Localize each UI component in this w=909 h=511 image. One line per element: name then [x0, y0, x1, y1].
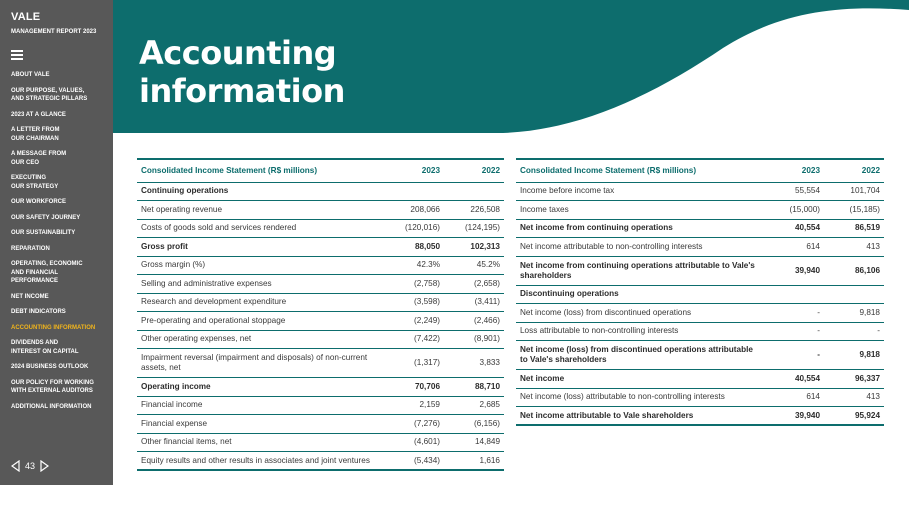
value-2023: - — [764, 304, 824, 323]
value-2023 — [764, 285, 824, 304]
row-label: Net income attributable to Vale shareholders — [516, 407, 764, 426]
table-row — [137, 256, 504, 275]
income-statement-table-left — [137, 158, 504, 471]
row-label: Net operating revenue — [137, 201, 384, 220]
value-2023: 614 — [764, 388, 824, 407]
row-label: Operating income — [137, 378, 384, 397]
row-label: Discontinuing operations — [516, 285, 764, 304]
page-title: Accounting information — [139, 34, 345, 110]
row-label: Other financial items, net — [137, 433, 384, 452]
sidebar-item-2023-at-a-glance[interactable]: 2023 AT A GLANCE — [11, 111, 66, 118]
row-label: Research and development expenditure — [137, 293, 384, 312]
value-2023: 40,554 — [764, 370, 824, 389]
table-row — [137, 238, 504, 257]
value-2023: (2,249) — [384, 312, 444, 331]
value-2022 — [824, 285, 884, 304]
sidebar-item-additional-information[interactable]: ADDITIONAL INFORMATION — [11, 403, 92, 410]
column-header-2023: 2023 — [764, 159, 824, 182]
row-label: Selling and administrative expenses — [137, 275, 384, 294]
table-row — [516, 256, 884, 285]
table-header-row — [516, 159, 884, 182]
value-2022: 9,818 — [824, 341, 884, 370]
table-row — [137, 330, 504, 349]
column-header-2022: 2022 — [444, 159, 504, 182]
value-2022: 9,818 — [824, 304, 884, 323]
sidebar-item-debt-indicators[interactable]: DEBT INDICATORS — [11, 309, 66, 315]
value-2022: 226,508 — [444, 201, 504, 220]
table-row — [516, 304, 884, 323]
column-header-label: Consolidated Income Statement (R$ millions) — [137, 159, 384, 182]
table-row — [137, 396, 504, 415]
value-2022 — [444, 182, 504, 201]
report-title: MANAGEMENT REPORT 2023 — [11, 29, 97, 35]
sidebar-item-dividends[interactable]: DIVIDENDS AND INTEREST ON CAPITAL — [11, 340, 79, 355]
sidebar-item-about-vale[interactable]: ABOUT VALE — [11, 72, 50, 78]
row-label: Net income (loss) from discontinued operations attributable to Vale's shareholders — [516, 341, 764, 370]
row-label: Net income (loss) from discontinued operations — [516, 304, 764, 323]
table-row — [516, 370, 884, 389]
row-label: Income before income tax — [516, 182, 764, 201]
value-2022: 96,337 — [824, 370, 884, 389]
sidebar-item-accounting-information[interactable]: ACCOUNTING INFORMATION — [11, 324, 96, 331]
value-2022: (15,185) — [824, 201, 884, 220]
value-2022: (2,466) — [444, 312, 504, 331]
sidebar-item-letter-chairman[interactable]: A LETTER FROM OUR CHAIRMAN — [11, 127, 60, 142]
sidebar-item-sustainability[interactable]: OUR SUSTAINABILITY — [11, 230, 76, 236]
value-2022: 102,313 — [444, 238, 504, 257]
table-row — [137, 182, 504, 201]
value-2023: - — [764, 322, 824, 341]
column-header-2023: 2023 — [384, 159, 444, 182]
page-number: 43 — [25, 461, 36, 471]
table-row — [137, 201, 504, 220]
value-2022: 2,685 — [444, 396, 504, 415]
row-label: Loss attributable to non-controlling interests — [516, 322, 764, 341]
row-label: Financial expense — [137, 415, 384, 434]
value-2023: (7,276) — [384, 415, 444, 434]
value-2023: 39,940 — [764, 256, 824, 285]
value-2022: (8,901) — [444, 330, 504, 349]
table-row — [516, 341, 884, 370]
sidebar-item-business-outlook[interactable]: 2024 BUSINESS OUTLOOK — [11, 364, 89, 370]
value-2022: 101,704 — [824, 182, 884, 201]
value-2022: 86,519 — [824, 219, 884, 238]
pager — [11, 460, 49, 472]
sidebar-item-message-ceo[interactable]: A MESSAGE FROM OUR CEO — [11, 151, 67, 166]
value-2023: 88,050 — [384, 238, 444, 257]
value-2023: 2,159 — [384, 396, 444, 415]
income-statement-table-right — [516, 158, 884, 426]
value-2023: 208,066 — [384, 201, 444, 220]
value-2022: 3,833 — [444, 349, 504, 378]
value-2023: 70,706 — [384, 378, 444, 397]
row-label: Financial income — [137, 396, 384, 415]
table-row — [137, 433, 504, 452]
value-2023: 40,554 — [764, 219, 824, 238]
value-2023: 39,940 — [764, 407, 824, 426]
hamburger-menu-icon[interactable] — [11, 50, 23, 61]
table-row — [516, 238, 884, 257]
table-row — [516, 322, 884, 341]
sidebar-item-auditors-policy[interactable]: OUR POLICY FOR WORKING WITH EXTERNAL AUDITORS — [11, 379, 94, 394]
column-header-2022: 2022 — [824, 159, 884, 182]
row-label: Other operating expenses, net — [137, 330, 384, 349]
table-row — [137, 293, 504, 312]
value-2023: 42.3% — [384, 256, 444, 275]
row-label: Pre-operating and operational stoppage — [137, 312, 384, 331]
value-2023 — [384, 182, 444, 201]
brand-logo[interactable]: VALE — [11, 11, 41, 23]
table-row — [516, 407, 884, 426]
value-2023: (1,317) — [384, 349, 444, 378]
value-2022: (2,658) — [444, 275, 504, 294]
value-2023: (5,434) — [384, 452, 444, 471]
row-label: Equity results and other results in associates and joint ventures — [137, 452, 384, 471]
table-row — [137, 452, 504, 471]
value-2023: - — [764, 341, 824, 370]
value-2022: - — [824, 322, 884, 341]
value-2022: 1,616 — [444, 452, 504, 471]
value-2022: 88,710 — [444, 378, 504, 397]
sidebar-item-operating-performance[interactable]: OPERATING, ECONOMIC AND FINANCIAL PERFORMANCE — [11, 261, 83, 284]
column-header-label: Consolidated Income Statement (R$ millions) — [516, 159, 764, 182]
row-label: Impairment reversal (impairment and disposals) of non-current assets, net — [137, 349, 384, 378]
sidebar-item-executing-strategy[interactable]: EXECUTING OUR STRATEGY — [11, 175, 59, 190]
sidebar-item-purpose-values[interactable]: OUR PURPOSE, VALUES, AND STRATEGIC PILLARS — [11, 87, 88, 102]
sidebar-item-safety-journey[interactable]: OUR SAFETY JOURNEY — [11, 214, 81, 221]
row-label: Continuing operations — [137, 182, 384, 201]
table-row — [137, 415, 504, 434]
table-row — [137, 312, 504, 331]
table-row — [516, 219, 884, 238]
value-2022: 14,849 — [444, 433, 504, 452]
sidebar-item-reparation[interactable]: REPARATION — [11, 245, 50, 252]
table-row — [137, 275, 504, 294]
value-2022: (6,156) — [444, 415, 504, 434]
table-row — [137, 349, 504, 378]
row-label: Income taxes — [516, 201, 764, 220]
table-row — [516, 285, 884, 304]
value-2022: 413 — [824, 238, 884, 257]
value-2022: 45.2% — [444, 256, 504, 275]
table-row — [516, 388, 884, 407]
row-label: Gross profit — [137, 238, 384, 257]
value-2023: (15,000) — [764, 201, 824, 220]
table-row — [137, 378, 504, 397]
row-label: Costs of goods sold and services rendered — [137, 219, 384, 238]
value-2022: (124,195) — [444, 219, 504, 238]
value-2022: 86,106 — [824, 256, 884, 285]
row-label: Net income (loss) attributable to non-controlling interests — [516, 388, 764, 407]
sidebar-item-our-workforce[interactable]: OUR WORKFORCE — [11, 199, 66, 205]
row-label: Net income — [516, 370, 764, 389]
row-label: Net income from continuing operations — [516, 219, 764, 238]
value-2022: 95,924 — [824, 407, 884, 426]
table-header-row — [137, 159, 504, 182]
sidebar — [0, 0, 113, 485]
value-2022: (3,411) — [444, 293, 504, 312]
row-label: Net income attributable to non-controlling interests — [516, 238, 764, 257]
page-header — [113, 0, 909, 140]
value-2023: (120,016) — [384, 219, 444, 238]
sidebar-nav — [11, 71, 113, 411]
value-2023: (4,601) — [384, 433, 444, 452]
value-2023: (3,598) — [384, 293, 444, 312]
next-page-icon[interactable] — [40, 460, 49, 472]
value-2023: (2,758) — [384, 275, 444, 294]
sidebar-item-net-income[interactable]: NET INCOME — [11, 293, 49, 300]
value-2022: 413 — [824, 388, 884, 407]
table-row — [137, 219, 504, 238]
row-label: Net income from continuing operations attributable to Vale's shareholders — [516, 256, 764, 285]
value-2023: 55,554 — [764, 182, 824, 201]
value-2023: (7,422) — [384, 330, 444, 349]
table-row — [516, 182, 884, 201]
row-label: Gross margin (%) — [137, 256, 384, 275]
prev-page-icon[interactable] — [11, 460, 20, 472]
table-row — [516, 201, 884, 220]
value-2023: 614 — [764, 238, 824, 257]
